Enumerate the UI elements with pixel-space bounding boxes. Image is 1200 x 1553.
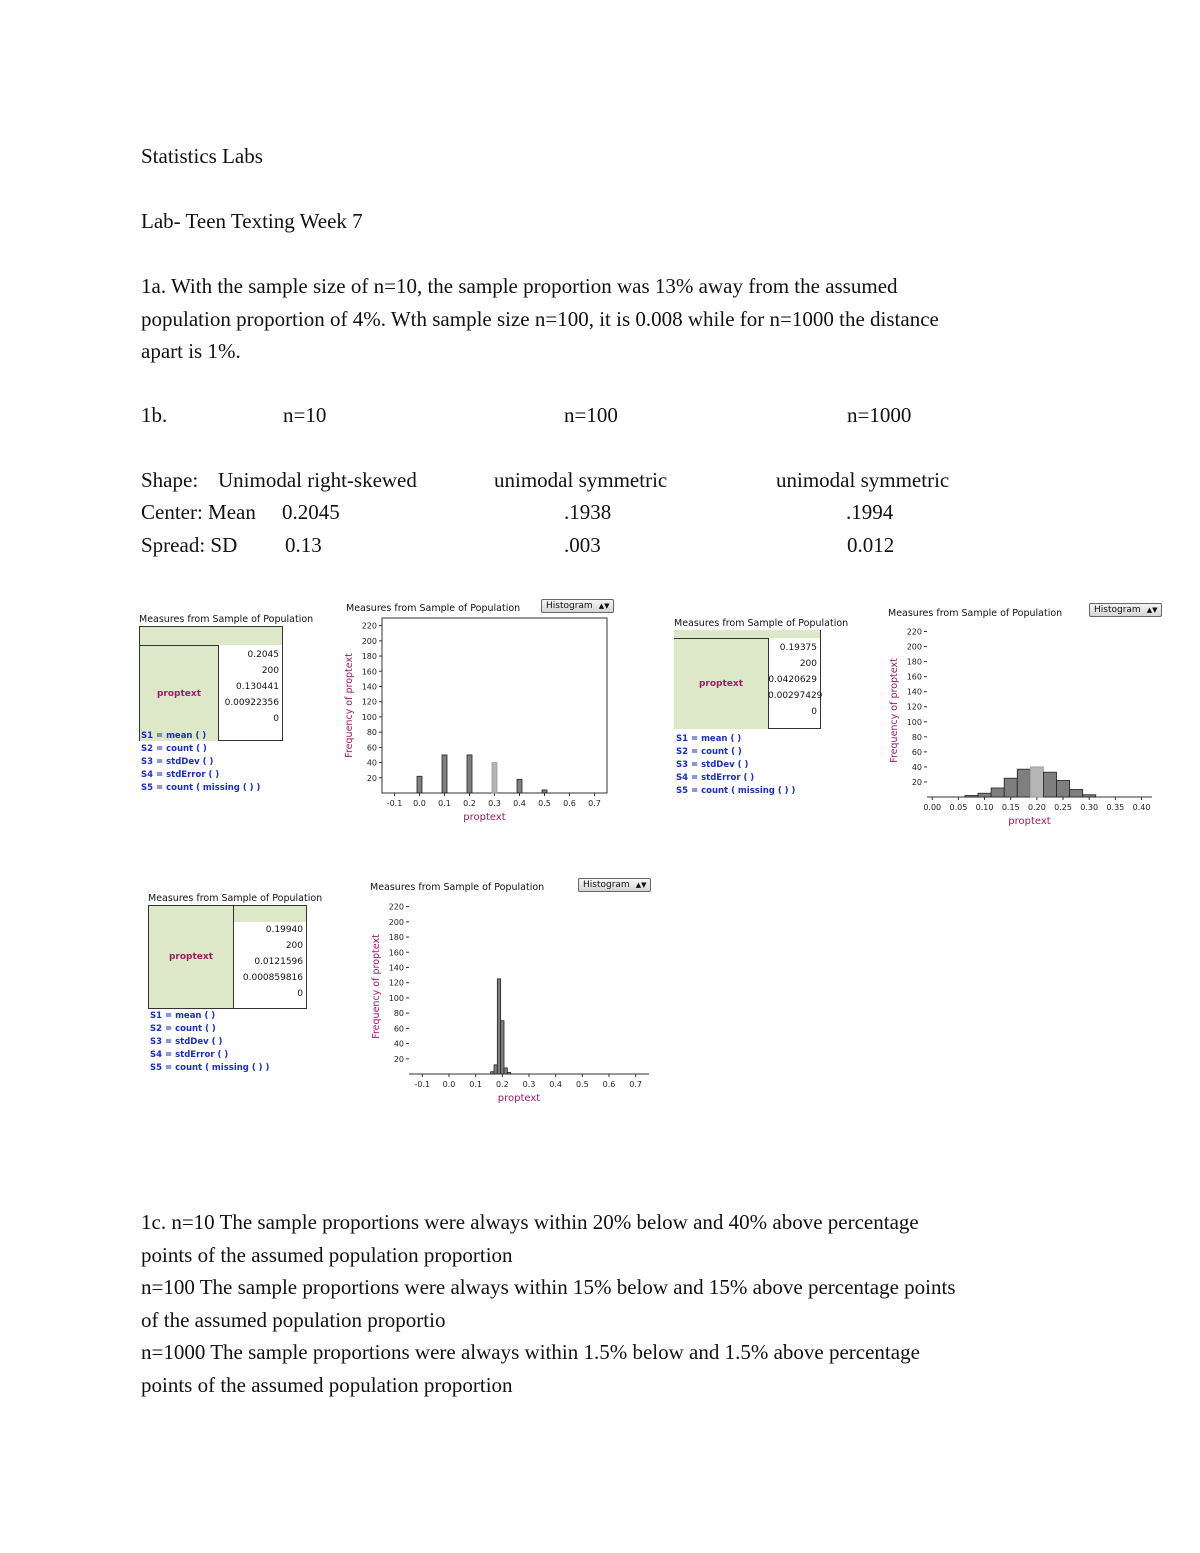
y-tick-label: 100	[388, 993, 404, 1003]
x-tick-label: 0.3	[522, 1080, 536, 1089]
histogram-bar	[1043, 772, 1056, 797]
histogram-bar	[494, 1065, 497, 1074]
y-tick-label: 180	[906, 657, 922, 667]
center-n100: .1938	[564, 500, 612, 524]
x-tick-label: 0.1	[469, 1080, 483, 1089]
histogram-menu[interactable]: Histogram ▲▼	[1089, 603, 1162, 617]
histogram-bar	[1070, 789, 1083, 797]
measures-grid	[148, 905, 307, 1009]
x-tick-label: 0.20	[1027, 803, 1046, 812]
y-tick-label: 160	[388, 948, 404, 958]
histogram-n1000	[364, 895, 654, 1110]
histogram-menu[interactable]: Histogram ▲▼	[578, 878, 651, 892]
x-tick-label: 0.40	[1132, 803, 1151, 812]
histogram-bar	[542, 790, 547, 793]
y-tick-label: 200	[361, 636, 377, 646]
x-tick-label: 0.25	[1054, 803, 1072, 812]
center-label: Center: Mean	[141, 500, 256, 524]
x-axis-label: proptext	[1008, 816, 1051, 827]
center-n1000: .1994	[846, 500, 894, 524]
histogram-bar	[504, 1068, 507, 1074]
histogram-menu[interactable]: Histogram ▲▼	[541, 599, 614, 613]
shape-n100: unimodal symmetric	[494, 468, 668, 492]
q1b-label: 1b.	[141, 403, 168, 427]
measures-title: Measures from Sample of Population	[148, 893, 323, 904]
y-tick-label: 80	[393, 1009, 404, 1019]
attribute-cell: proptext	[674, 638, 769, 729]
attribute-cell: proptext	[140, 645, 219, 741]
formula-list: S1 = mean ( ) S2 = count ( ) S3 = stdDev ( ) S4 = stdError ( ) S5 = count ( missing ( ) )	[141, 731, 261, 793]
y-tick-label: 40	[911, 762, 922, 772]
updown-arrow-icon: ▲▼	[635, 881, 647, 889]
x-tick-label: 0.7	[629, 1080, 643, 1089]
col-header-n100: n=100	[564, 403, 618, 427]
y-tick-label: 220	[361, 621, 377, 631]
q1c-line-5: n=1000 The sample proportions were always within 1.5% below and 1.5% above percentage	[141, 1340, 920, 1364]
shape-n10: Unimodal right-skewed	[218, 468, 417, 492]
spread-label: Spread: SD	[141, 533, 238, 557]
y-axis-label: Frequency of proptext	[344, 653, 355, 758]
y-tick-label: 140	[388, 963, 404, 973]
doc-title: Statistics Labs	[141, 144, 263, 168]
lab-title: Lab- Teen Texting Week 7	[141, 209, 363, 233]
formula-list: S1 = mean ( ) S2 = count ( ) S3 = stdDev ( ) S4 = stdError ( ) S5 = count ( missing ( ) )	[150, 1011, 270, 1073]
x-tick-label: 0.2	[495, 1080, 509, 1089]
measures-table-n1000	[148, 893, 323, 1078]
histogram-title: Measures from Sample of Population	[346, 603, 521, 614]
x-axis-label: proptext	[463, 812, 506, 823]
histogram-bar	[1017, 769, 1030, 797]
y-tick-label: 40	[366, 758, 377, 768]
histogram-bar	[417, 776, 422, 793]
x-tick-label: 0.5	[575, 1080, 589, 1089]
y-tick-label: 220	[388, 902, 404, 912]
shape-label: Shape:	[141, 468, 199, 492]
histogram-bar	[1083, 795, 1096, 797]
y-tick-label: 120	[361, 697, 377, 707]
x-tick-label: 0.6	[602, 1080, 616, 1089]
updown-arrow-icon: ▲▼	[598, 602, 610, 610]
spread-n10: 0.13	[285, 533, 322, 557]
x-tick-label: 0.5	[538, 799, 551, 808]
measures-title: Measures from Sample of Population	[139, 614, 314, 625]
x-tick-label: 0.05	[949, 803, 968, 812]
y-tick-label: 60	[366, 743, 377, 753]
histogram-n10	[340, 614, 615, 829]
y-tick-label: 160	[361, 667, 377, 677]
y-tick-label: 140	[906, 687, 922, 697]
x-tick-label: 0.0	[442, 1080, 456, 1089]
measures-table-n100	[674, 618, 849, 798]
histogram-title: Measures from Sample of Population	[370, 882, 545, 893]
y-tick-label: 200	[906, 642, 922, 652]
q1c-line-6: points of the assumed population proportion	[141, 1373, 513, 1397]
histogram-bar	[965, 795, 978, 797]
q1c-line-3: n=100 The sample proportions were always within 15% below and 15% above percentage points	[141, 1275, 956, 1299]
y-tick-label: 60	[393, 1024, 404, 1034]
x-tick-label: 0.2	[463, 799, 476, 808]
histogram-bar	[501, 1021, 504, 1074]
histogram-bar	[978, 793, 991, 797]
y-tick-label: 20	[911, 777, 922, 787]
measures-title: Measures from Sample of Population	[674, 618, 849, 629]
y-tick-label: 100	[906, 717, 922, 727]
histogram-bar	[497, 979, 500, 1074]
y-tick-label: 160	[906, 672, 922, 682]
y-tick-label: 180	[388, 933, 404, 943]
spread-n1000: 0.012	[847, 533, 895, 557]
histogram-bar	[991, 788, 1004, 797]
attribute-cell: proptext	[149, 906, 234, 1008]
x-tick-label: 0.4	[549, 1080, 563, 1089]
y-axis-label: Frequency of proptext	[371, 934, 382, 1039]
spread-n100: .003	[564, 533, 601, 557]
q1a-line-1: 1a. With the sample size of n=10, the sample proportion was 13% away from the assumed	[141, 274, 898, 298]
histogram-bar	[492, 763, 497, 793]
center-n10: 0.2045	[282, 500, 340, 524]
histogram-bar	[1057, 780, 1070, 797]
x-tick-label: 0.3	[488, 799, 501, 808]
measure-values: 0.2045 200 0.130441 0.00922356 0	[224, 650, 279, 724]
y-tick-label: 80	[911, 732, 922, 742]
y-tick-label: 220	[906, 627, 922, 637]
histogram-bar	[1004, 778, 1017, 797]
q1a-line-3: apart is 1%.	[141, 339, 241, 363]
measures-grid	[139, 626, 283, 741]
q1c-line-1: 1c. n=10 The sample proportions were always within 20% below and 40% above percentage	[141, 1210, 919, 1234]
histogram-bar	[491, 1072, 494, 1074]
x-axis-label: proptext	[497, 1093, 541, 1104]
y-axis-label: Frequency of proptext	[889, 658, 900, 763]
y-tick-label: 180	[361, 652, 377, 662]
y-tick-label: 200	[388, 917, 404, 927]
col-header-n10: n=10	[283, 403, 327, 427]
histogram-title: Measures from Sample of Population	[888, 608, 1063, 619]
measure-values: 0.19375 200 0.0420629 0.00297429 0	[768, 643, 823, 717]
histogram-bar	[1030, 767, 1043, 797]
x-tick-label: 0.7	[588, 799, 601, 808]
updown-arrow-icon: ▲▼	[1146, 606, 1158, 614]
x-tick-label: 0.35	[1106, 803, 1125, 812]
x-tick-label: 0.15	[1001, 803, 1020, 812]
measures-table-n10	[139, 614, 314, 794]
q1a-line-2: population proportion of 4%. Wth sample size n=100, it is 0.008 while for n=1000 the distance	[141, 307, 939, 331]
y-tick-label: 140	[361, 682, 377, 692]
x-tick-label: 0.1	[438, 799, 451, 808]
y-tick-label: 100	[361, 712, 377, 722]
shape-n1000: unimodal symmetric	[776, 468, 950, 492]
x-tick-label: 0.10	[975, 803, 994, 812]
y-tick-label: 120	[906, 702, 922, 712]
q1c-line-4: of the assumed population proportio	[141, 1308, 446, 1332]
histogram-bar	[517, 779, 522, 793]
x-tick-label: 0.30	[1080, 803, 1099, 812]
histogram-bar	[467, 755, 472, 793]
histogram-bar	[507, 1072, 510, 1074]
y-tick-label: 20	[393, 1054, 404, 1064]
y-tick-label: 80	[366, 728, 377, 738]
x-tick-label: -0.1	[386, 799, 403, 808]
x-tick-label: 0.00	[923, 803, 942, 812]
formula-list: S1 = mean ( ) S2 = count ( ) S3 = stdDev ( ) S4 = stdError ( ) S5 = count ( missing ( ) )	[676, 734, 796, 796]
measure-values: 0.19940 200 0.0121596 0.000859816 0	[242, 925, 303, 999]
x-tick-label: 0.0	[413, 799, 426, 808]
y-tick-label: 20	[366, 773, 377, 783]
y-tick-label: 60	[911, 747, 922, 757]
x-tick-label: -0.1	[414, 1080, 431, 1089]
x-tick-label: 0.4	[513, 799, 526, 808]
x-tick-label: 0.6	[563, 799, 576, 808]
q1c-line-2: points of the assumed population proportion	[141, 1243, 513, 1267]
y-tick-label: 120	[388, 978, 404, 988]
y-tick-label: 40	[393, 1039, 404, 1049]
histogram-bar	[442, 755, 447, 793]
col-header-n1000: n=1000	[847, 403, 912, 427]
histogram-n100	[882, 620, 1162, 832]
measures-grid	[674, 630, 821, 729]
